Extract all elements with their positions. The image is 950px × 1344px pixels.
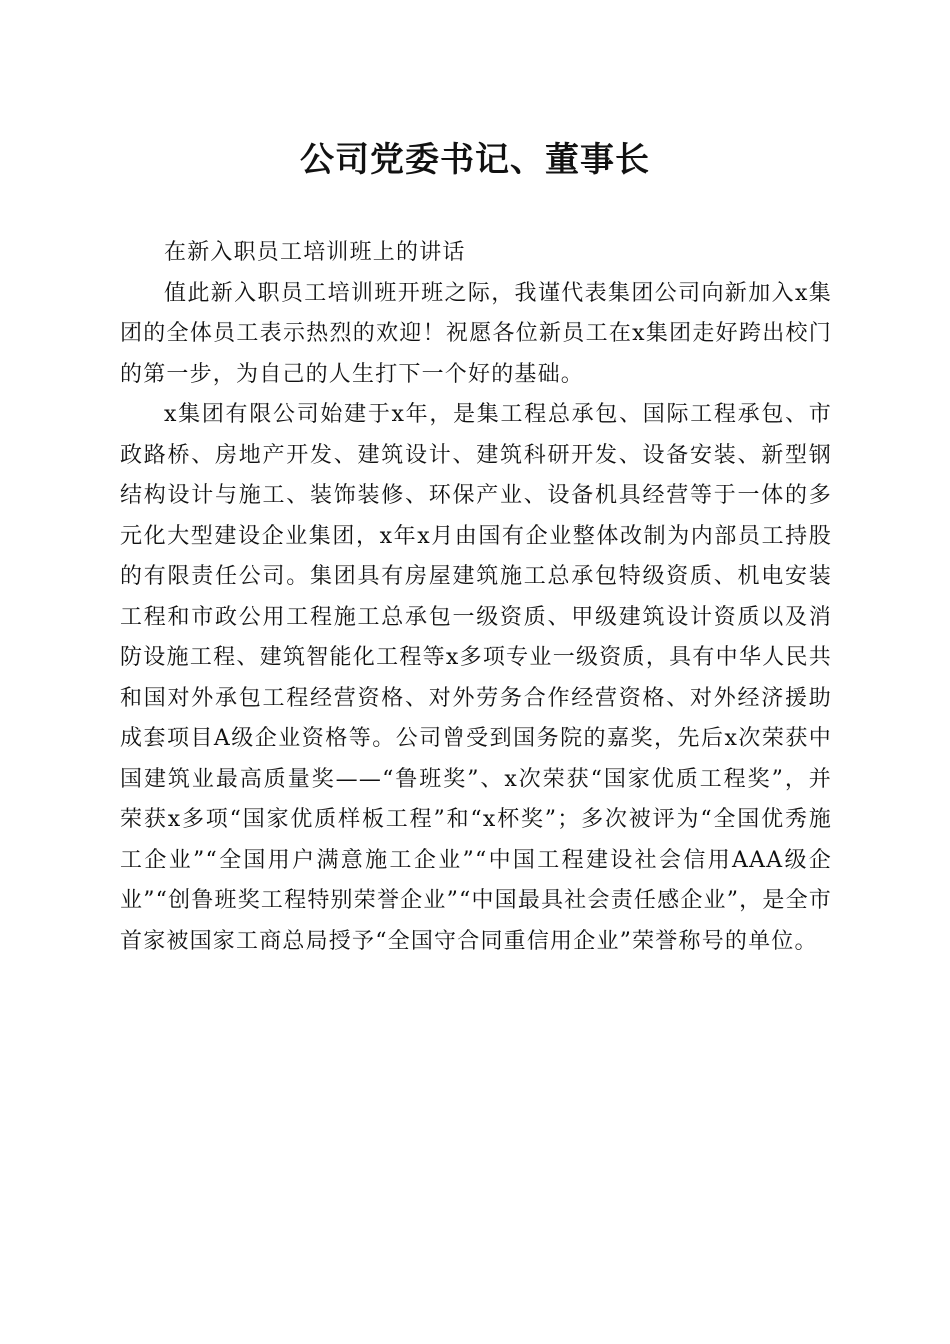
document-body bbox=[120, 233, 832, 962]
paragraph-subtitle: 在新入职员工培训班上的讲话 bbox=[164, 240, 466, 265]
paragraph-company-intro: x集团有限公司始建于x年，是集工程总承包、国际工程承包、市政路桥、房地产开发、建筑设计、建筑科研开发、设备安装、新型钢结构设计与施工、装饰装修、环保产业、设备机具经营等于一体的多元化大型建设企业集团，x年x月由国有企业整体改制为内部员工持股的有限责任公司。集团具有房屋建筑施工总承包特级资质、机电安装工程和市政公用工程施工总承包一级资质、甲级建筑设计资质以及消防设施工程、建筑智能化工程等x多项专业一级资质，具有中华人民共和国对外承包工程经营资格、对外劳务合作经营资格、对外经济援助成套项目A级企业资格等。公司曾受到国务院的嘉奖，先后x次荣获中国建筑业最高质量奖——“鲁班奖”、x次荣获“国家优质工程奖”，并荣获x多项“国家优质样板工程”和“x杯奖”；多次被评为“全国优秀施工企业”“全国用户满意施工企业”“中国工程建设社会信用AAA级企业”“创鲁班奖工程特别荣誉企业”“中国最具社会责任感企业”，是全市首家被国家工商总局授予“全国守合同重信用企业”荣誉称号的单位。 bbox=[120, 402, 832, 954]
paragraph-welcome: 值此新入职员工培训班开班之际，我谨代表集团公司向新加入x集团的全体员工表示热烈的欢迎！祝愿各位新员工在x集团走好跨出校门的第一步，为自己的人生打下一个好的基础。 bbox=[120, 280, 832, 387]
document-title: 公司党委书记、董事长 bbox=[300, 140, 650, 180]
